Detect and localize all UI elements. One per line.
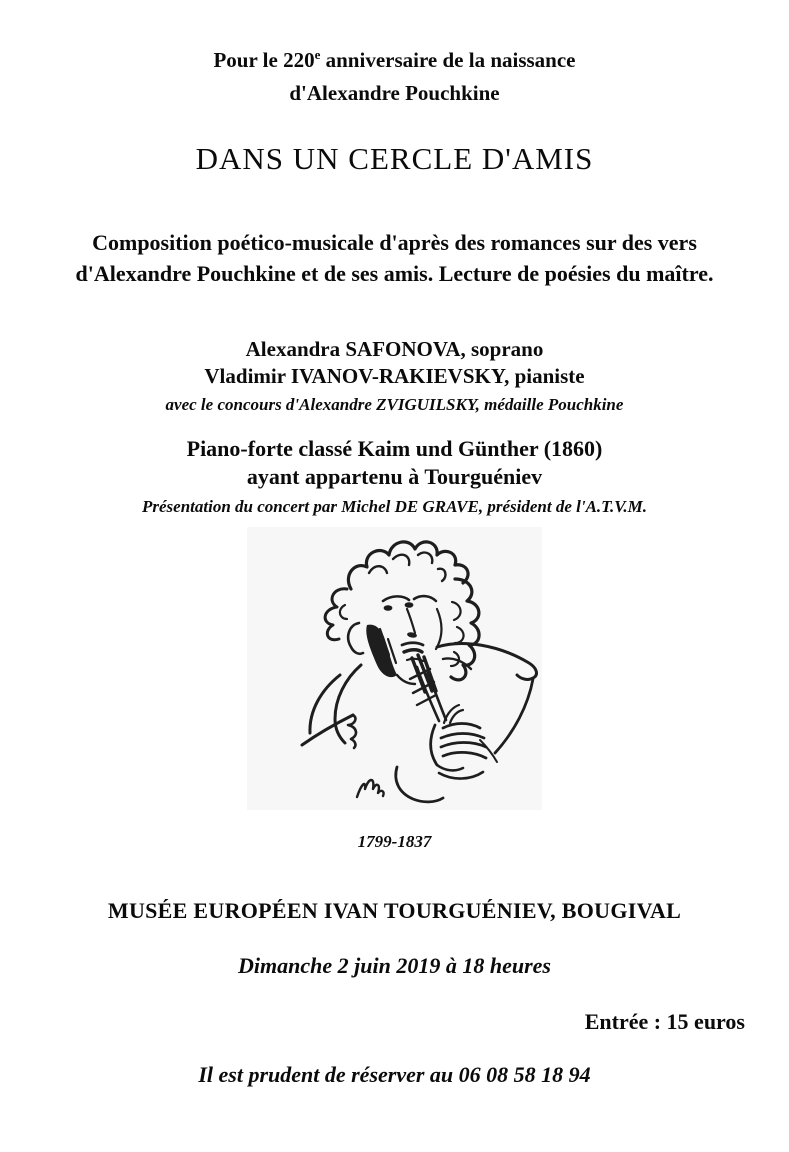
description-line1: Composition poético-musicale d'après des romances sur des vers [92,230,697,255]
concert-title: DANS UN CERCLE D'AMIS [195,141,594,176]
instrument-line2: ayant appartenu à Tourguéniev [246,464,543,489]
venue-line: MUSÉE EUROPÉEN IVAN TOURGUÉNIEV, BOUGIVAL [107,898,682,923]
anniversary-line1-prefix: Pour le 220 [213,48,315,72]
pushkin-portrait-sketch [247,527,542,810]
anniversary-line1-suffix: anniversaire de la naissance [320,48,576,72]
portrait-caption: 1799-1837 [357,832,432,851]
performer-guest: avec le concours d'Alexandre ZVIGUILSKY, médaille Pouchkine [165,395,624,414]
pushkin-sketch-drawing [247,527,542,810]
presenter-line: Présentation du concert par Michel DE GRAVE, président de l'A.T.V.M. [141,497,648,516]
instrument-block [0,435,789,522]
anniversary-heading [0,38,789,110]
performer-soprano: Alexandra SAFONOVA, soprano [245,337,544,361]
instrument-line1: Piano-forte classé Kaim und Günther (1860) [186,436,603,461]
concert-description [0,227,789,289]
anniversary-ordinal-sup: e [314,47,321,62]
price-line: Entrée : 15 euros [584,1009,745,1034]
performer-pianist: Vladimir IVANOV-RAKIEVSKY, pianiste [204,364,585,388]
anniversary-line2: d'Alexandre Pouchkine [289,81,500,105]
description-line2: d'Alexandre Pouchkine et de ses amis. Lecture de poésies du maître. [75,261,714,286]
performers-block [0,336,789,419]
reservation-line: Il est prudent de réserver au 06 08 58 18 94 [198,1062,591,1087]
date-line: Dimanche 2 juin 2019 à 18 heures [238,953,551,978]
